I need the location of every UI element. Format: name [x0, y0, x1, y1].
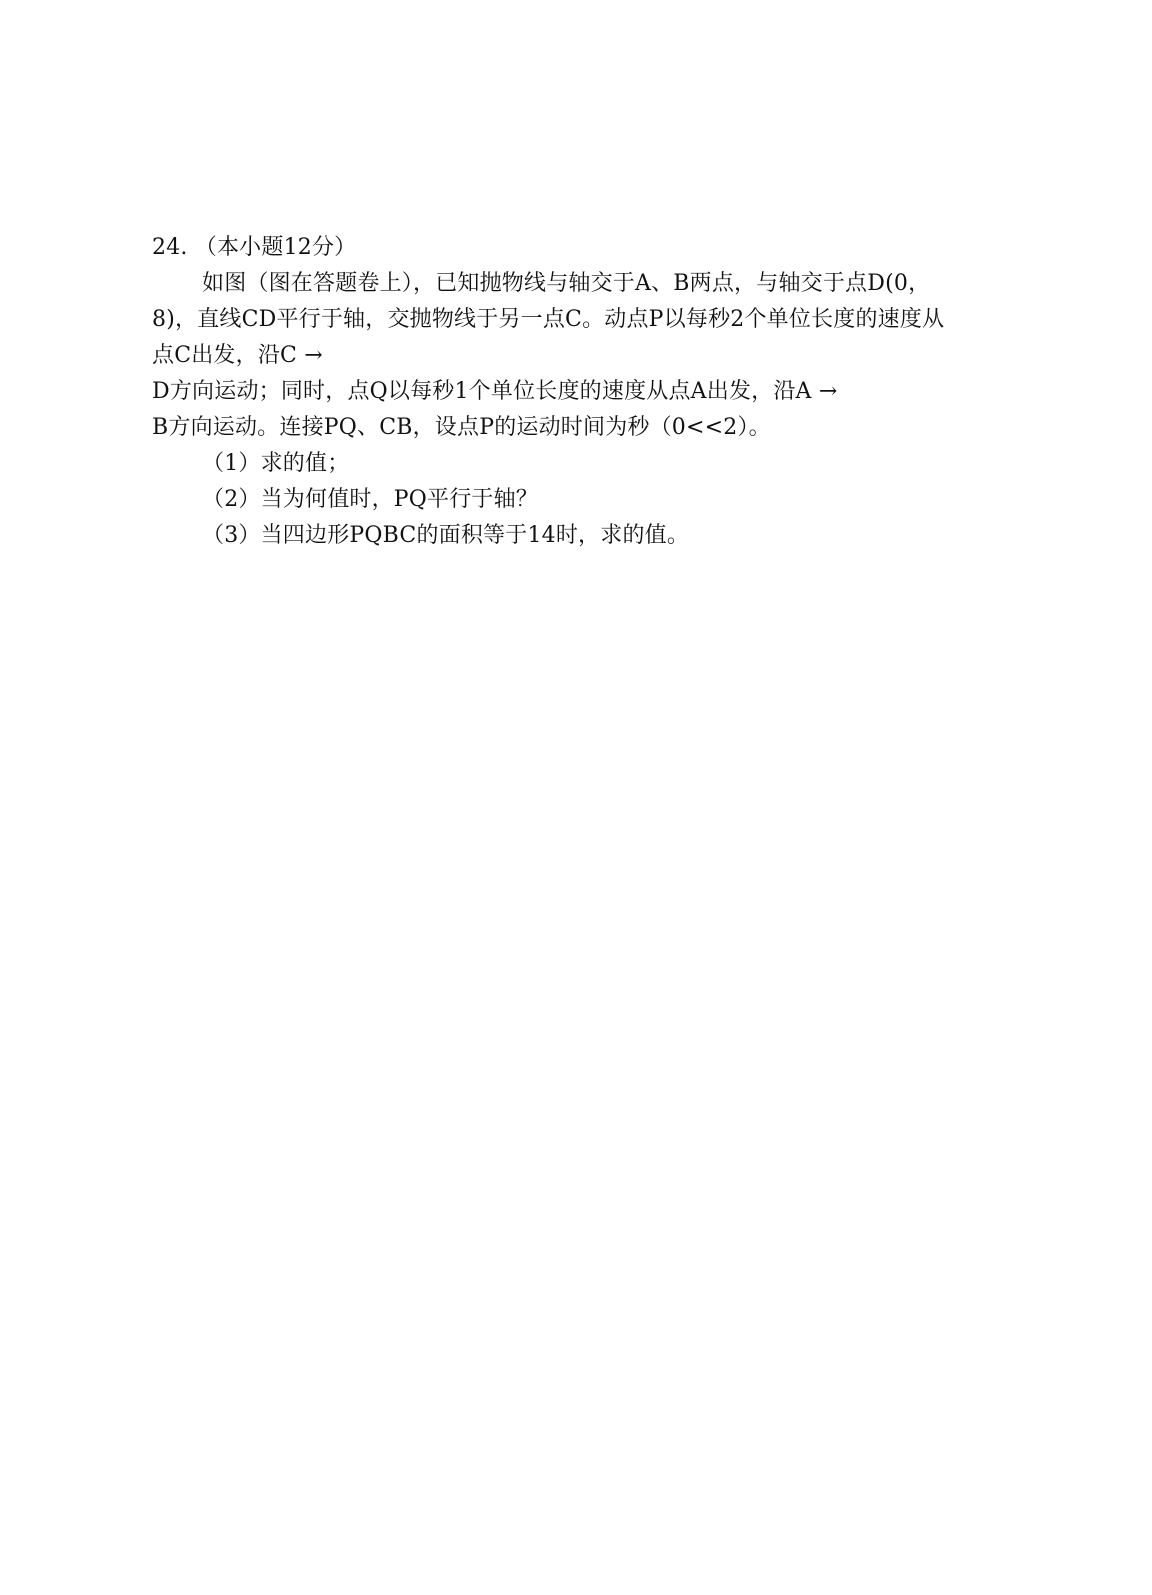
problem-body-line: 8)，直线CD平行于轴，交抛物线于另一点C。动点P以每秒2个单位长度的速度从: [152, 307, 945, 332]
sub-question-1: （1）求的值；: [202, 451, 350, 476]
problem-body-line: 如图（图在答题卷上），已知抛物线与轴交于A、B两点，与轴交于点D(0，: [202, 271, 931, 296]
sub-question-2: （2）当为何值时，PQ平行于轴？: [202, 487, 539, 512]
problem-24: [152, 230, 1012, 554]
problem-body-line: 点C出发，沿C →: [152, 343, 323, 368]
problem-body-line: D方向运动；同时，点Q以每秒1个单位长度的速度从点A出发，沿A →: [152, 379, 838, 404]
problem-body-line: B方向运动。连接PQ、CB，设点P的运动时间为秒（0<<2）。: [152, 415, 771, 440]
problem-header: 24. （本小题12分）: [152, 235, 357, 260]
sub-question-3: （3）当四边形PQBC的面积等于14时，求的值。: [202, 523, 690, 548]
